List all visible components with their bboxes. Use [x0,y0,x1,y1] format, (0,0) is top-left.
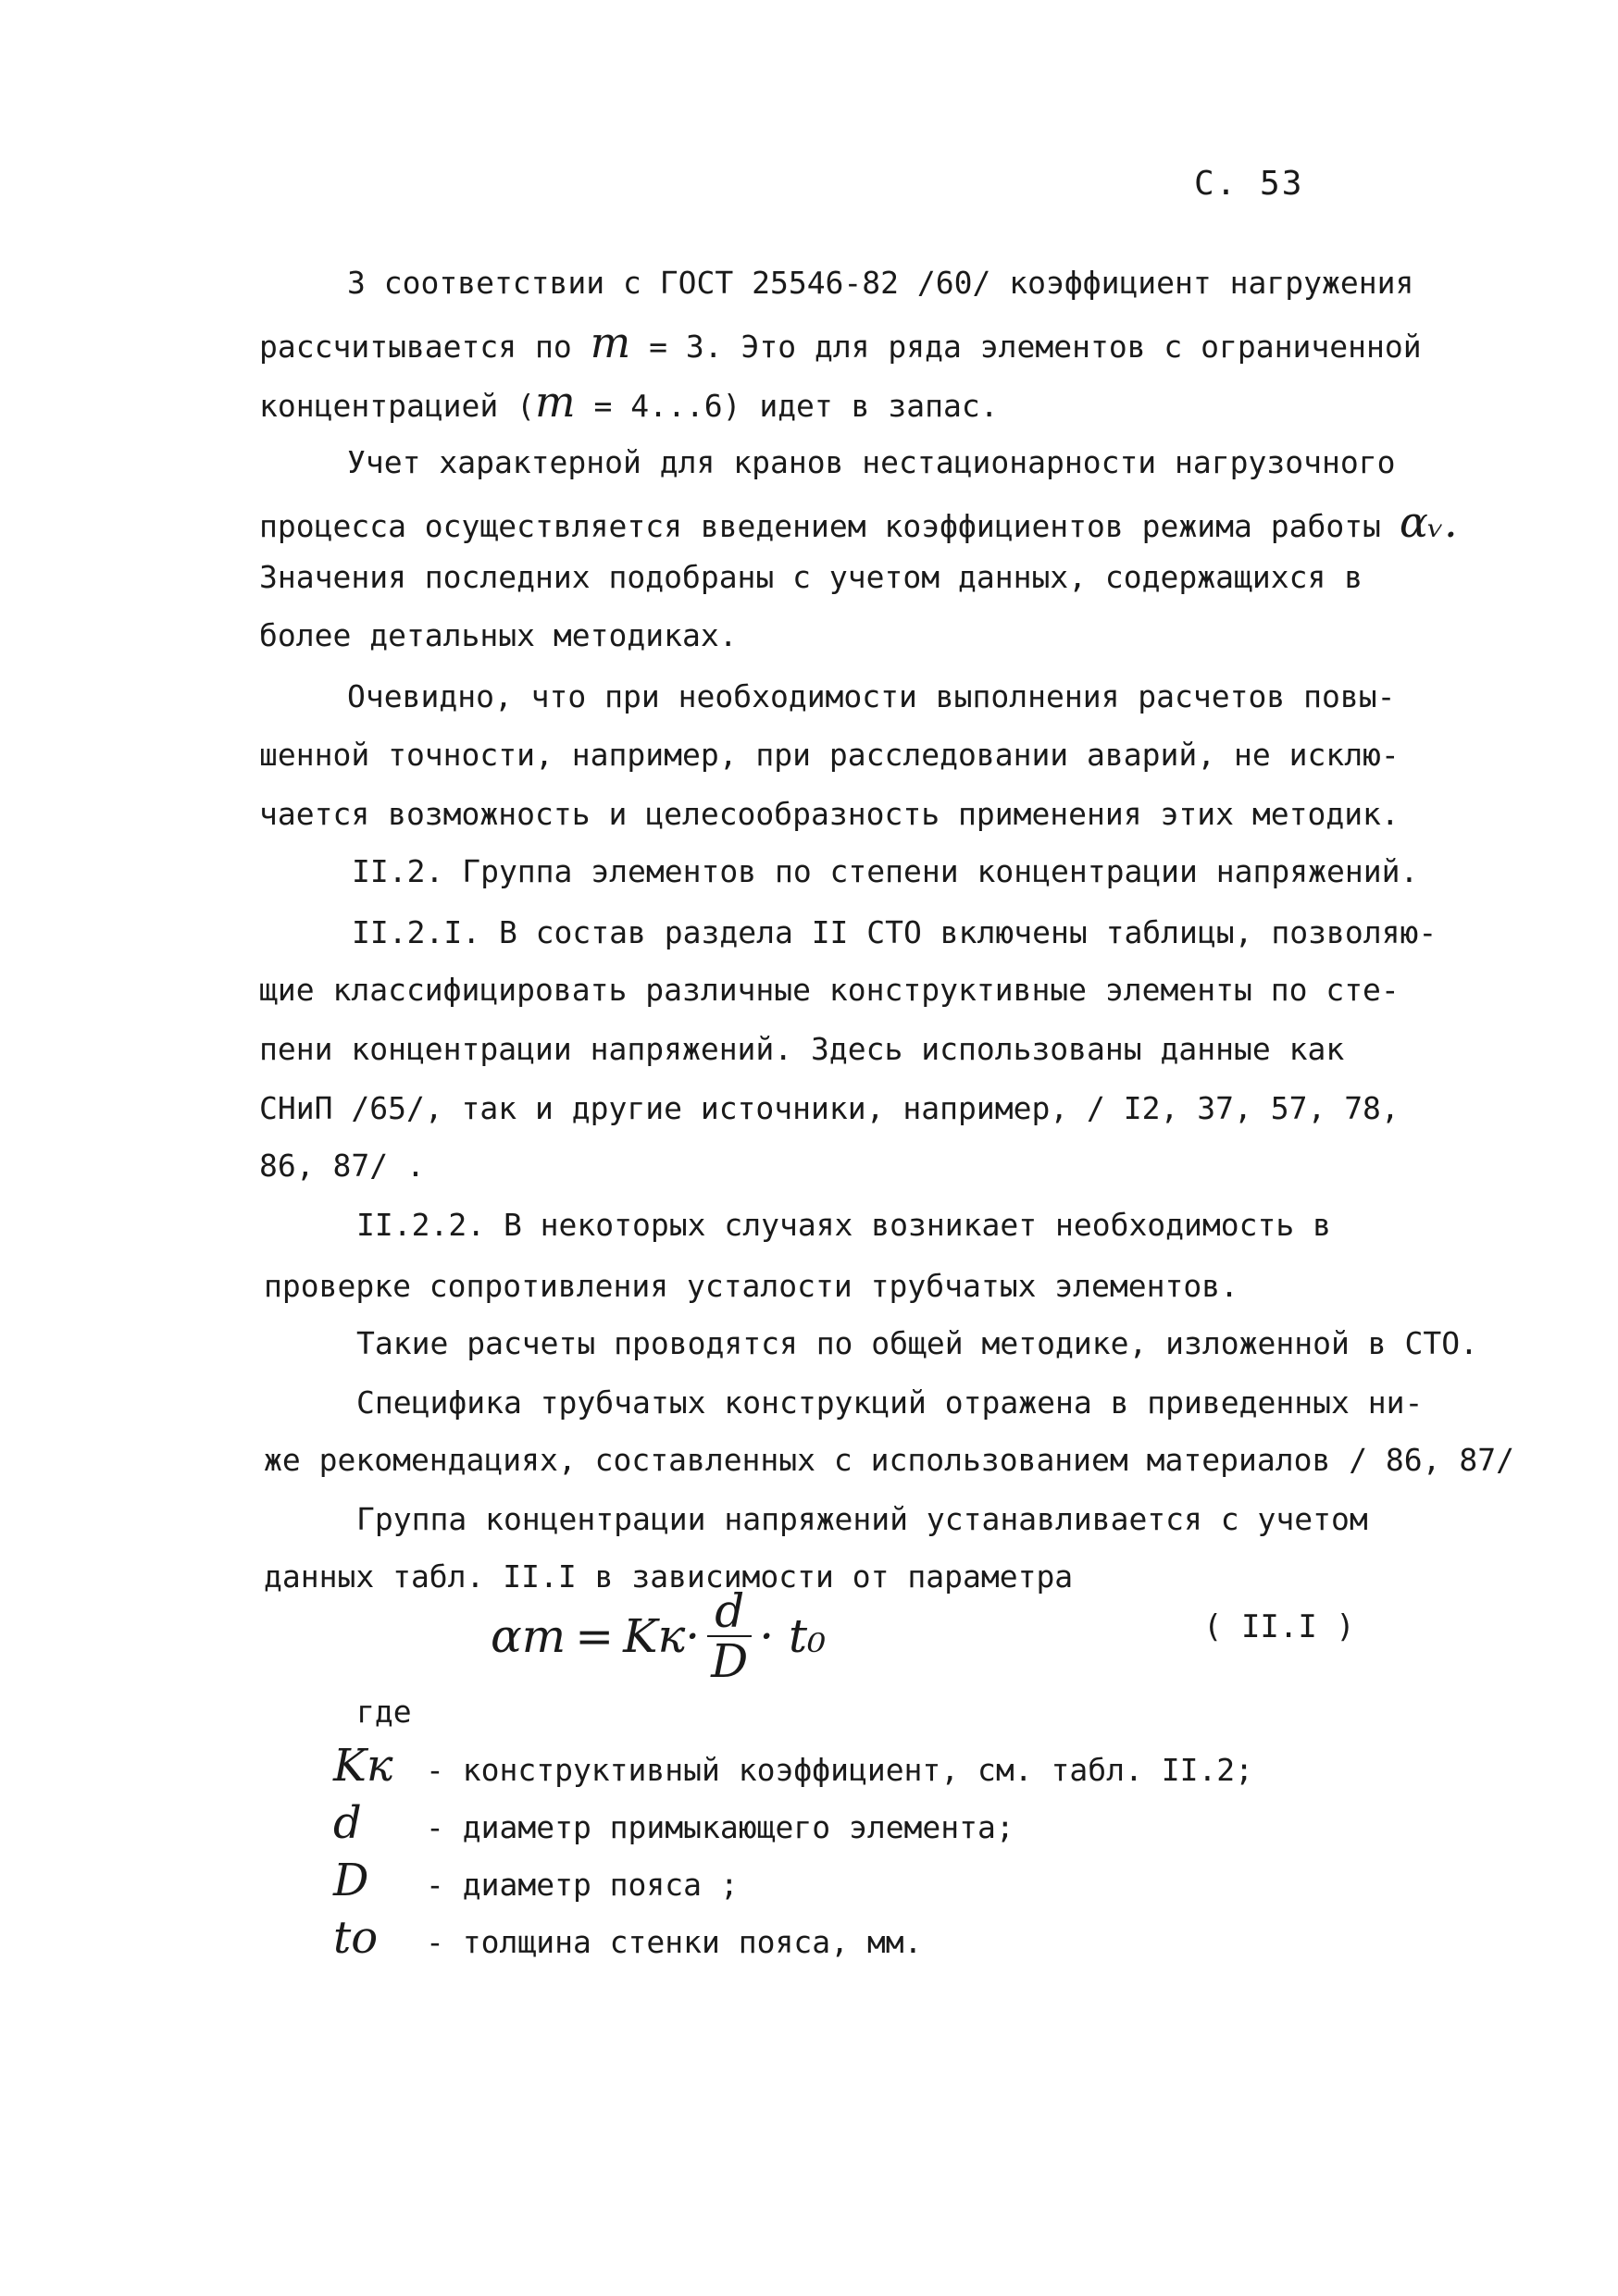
text-fragment: процесса осуществляется введением коэффициентов режима работы [259,508,1381,544]
page-number: С. 53 [1194,165,1304,203]
formula-t0: · t₀ [759,1609,827,1663]
text-fragment: = 3. Это для ряда элементов с ограниченной [649,329,1422,365]
text-line: Специфика трубчатых конструкций отражена в приведенных ни- [356,1384,1424,1421]
definition-text: - диаметр примыкающего элемента; [426,1809,1014,1845]
definition-symbol: d [333,1797,362,1849]
text-line: данных табл. II.I в зависимости от параметра [264,1558,1074,1595]
text-line: Очевидно, что при необходимости выполнения расчетов повы- [347,678,1396,714]
text-line: щие классифицировать различные конструктивные элементы по сте- [259,972,1400,1008]
text-fragment: концентрацией ( [259,388,536,424]
text-line: СНиП /65/, так и другие источники, например, / I2, 37, 57, 78, [259,1090,1400,1126]
definition-item [333,1740,1254,1792]
symbol-m: m [590,317,631,367]
text-line [259,317,1422,367]
text-line: же рекомендациях, составленных с использованием материалов / 86, 87/ [264,1442,1515,1478]
text-line [259,377,999,427]
definition-symbol: tо [333,1912,379,1964]
definition-symbol: Kк [333,1740,393,1792]
equation-number: ( II.I ) [1203,1608,1355,1645]
text-line: проверке сопротивления усталости трубчатых элементов. [264,1268,1238,1304]
text-line: Значения последних подобраны с учетом данных, содержащихся в [259,559,1363,595]
section-heading: II.2. Группа элементов по степени концентрации напряжений. [352,853,1419,889]
text-line: Группа концентрации напряжений устанавливается с учетом [356,1501,1368,1537]
definition-item [333,1797,1014,1849]
text-line: II.2.I. В состав раздела II СТО включены таблицы, позволяю- [352,914,1438,950]
definition-text: - диаметр пояса ; [426,1867,739,1903]
definition-text: - конструктивный коэффициент, см. табл. II.2; [426,1752,1254,1788]
text-fragment: рассчитывается по [259,329,572,365]
text-line: З соответствии с ГОСТ 25546-82 /60/ коэффициент нагружения [347,265,1414,301]
definition-text: - толщина стенки пояса, мм. [426,1924,923,1960]
text-line: шенной точности, например, при расследовании аварий, не исклю- [259,737,1400,773]
fraction-denominator: D [711,1634,749,1688]
text-line: 86, 87/ . [259,1148,425,1184]
text-line: чается возможность и целесообразность применения этих методик. [259,796,1400,832]
symbol-m: m [535,377,576,427]
definition-item [333,1855,739,1906]
formula [491,1584,827,1688]
formula-kk: Kк· [623,1609,701,1663]
text-line: Учет характерной для кранов нестационарности нагрузочного [347,444,1396,480]
text-line: пени концентрации напряжений. Здесь использованы данные как [259,1031,1345,1067]
symbol-alpha-v: αᵥ. [1399,497,1458,547]
text-line: Такие расчеты проводятся по общей методике, изложенной в СТО. [356,1325,1478,1361]
text-line: где [356,1694,412,1730]
fraction-numerator: d [707,1587,752,1637]
text-line: более детальных методиках. [259,617,738,653]
text-fragment: = 4...6) идет в запас. [593,388,999,424]
formula-lhs: αm [491,1609,566,1663]
definition-symbol: D [333,1855,369,1906]
formula-equals: = [575,1609,615,1663]
formula-fraction [707,1584,752,1688]
definition-item [333,1912,923,1964]
text-line [259,497,1458,547]
text-line: II.2.2. В некоторых случаях возникает необходимость в [356,1207,1331,1243]
